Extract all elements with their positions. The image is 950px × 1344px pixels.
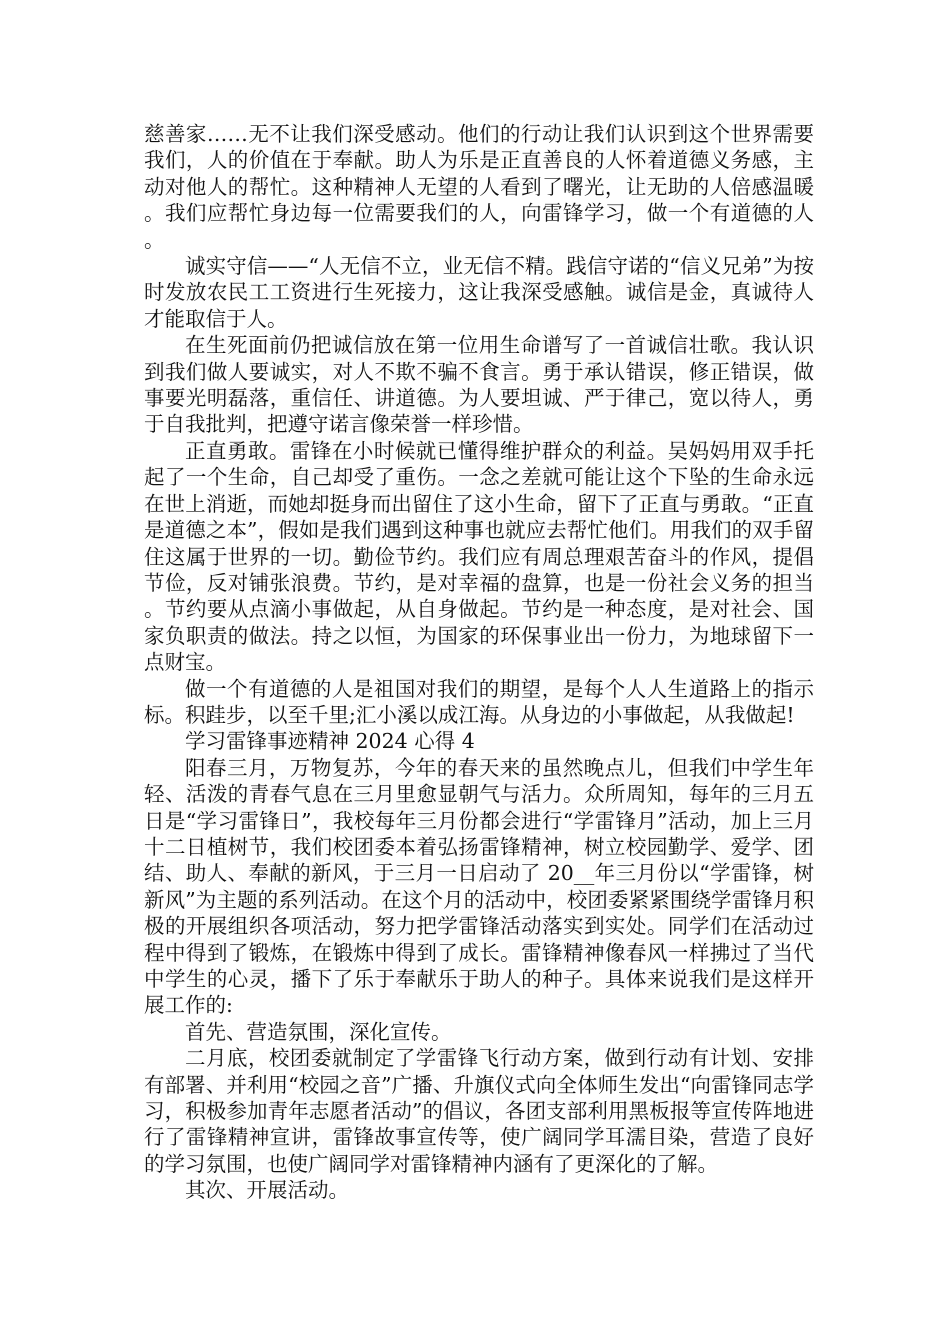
paragraph: 正直勇敢。雷锋在小时候就已懂得维护群众的利益。吴妈妈用双手托起了一个生命，自己却受了重伤。一念之差就可能让这个下坠的生命永远在世上消逝，而她却挺身而出留住了这小生命，留下了正直与勇敢。“正直是道德之本”，假如是我们遇到这种事也就应去帮忙他们。用我们的双手留住这属于世界的一切。勤俭节约。我们应有周总理艰苦奋斗的作风，提倡节俭，反对铺张浪费。节约，是对幸福的盘算，也是一份社会义务的担当。节约要从点滴小事做起，从自身做起。节约是一种态度，是对社会、国家负职责的做法。持之以恒，为国家的环保事业出一份力，为地球留下一点财宝。 <box>144 438 814 675</box>
paragraph: 做一个有道德的人是祖国对我们的期望，是每个人人生道路上的指示标。积跬步，以至千里;汇小溪以成江海。从身边的小事做起，从我做起! <box>144 676 814 727</box>
paragraph: 首先、营造氛围，深化宣传。 <box>185 1019 452 1044</box>
paragraph: 阳春三月，万物复苏，今年的春天来的虽然晚点儿，但我们中学生年轻、活泼的青春气息在三月里愈显朝气与活力。众所周知，每年的三月五日是“学习雷锋日”，我校每年三月份都会进行“学雷锋月”活动，加上三月十二日植树节，我们校团委本着弘扬雷锋精神，树立校园勤学、爱学、团结、助人、奉献的新风，于三月一日启动了 20__年三月份以“学雷锋，树新风”为主题的系列活动。在这个月的活动中，校团委紧紧围绕学雷锋月积极的开展组织各项活动，努力把学雷锋活动落实到实处。同学们在活动过程中得到了锻炼，在锻炼中得到了成长。雷锋精神像春风一样拂过了当代中学生的心灵，播下了乐于奉献乐于助人的种子。具体来说我们是这样开展工作的: <box>144 755 814 1018</box>
paragraph: 其次、开展活动。 <box>185 1178 349 1203</box>
paragraph: 二月底，校团委就制定了学雷锋飞行动方案，做到行动有计划、安排有部署、并利用“校园之音”广播、升旗仪式向全体师生发出“向雷锋同志学习，积极参加青年志愿者活动”的倡议，各团支部利用黑板报等宣传阵地进行了雷锋精神宣讲，雷锋故事宣传等，使广阔同学耳濡目染，营造了良好的学习氛围，也使广阔同学对雷锋精神内涵有了更深化的了解。 <box>144 1046 814 1176</box>
section-heading: 学习雷锋事迹精神 2024 心得 4 <box>185 729 475 754</box>
paragraph: 在生死面前仍把诚信放在第一位用生命谱写了一首诚信壮歌。我认识到我们做人要诚实，对人不欺不骗不食言。勇于承认错误，修正错误，做事要光明磊落，重信任、讲道德。为人要坦诚、严于律己，宽以待人，勇于自我批判，把遵守诺言像荣誉一样珍惜。 <box>144 333 814 437</box>
paragraph: 诚实守信——“人无信不立，业无信不精。践信守诺的“信义兄弟”为按时发放农民工工资进行生死接力，这让我深受感触。诚信是金，真诚待人才能取信于人。 <box>144 254 814 331</box>
document-page <box>144 121 814 1204</box>
paragraph: 慈善家……无不让我们深受感动。他们的行动让我们认识到这个世界需要我们，人的价值在于奉献。助人为乐是正直善良的人怀着道德义务感，主动对他人的帮忙。这种精神人无望的人看到了曙光，让无助的人倍感温暖。我们应帮忙身边每一位需要我们的人，向雷锋学习，做一个有道德的人。 <box>144 122 814 252</box>
